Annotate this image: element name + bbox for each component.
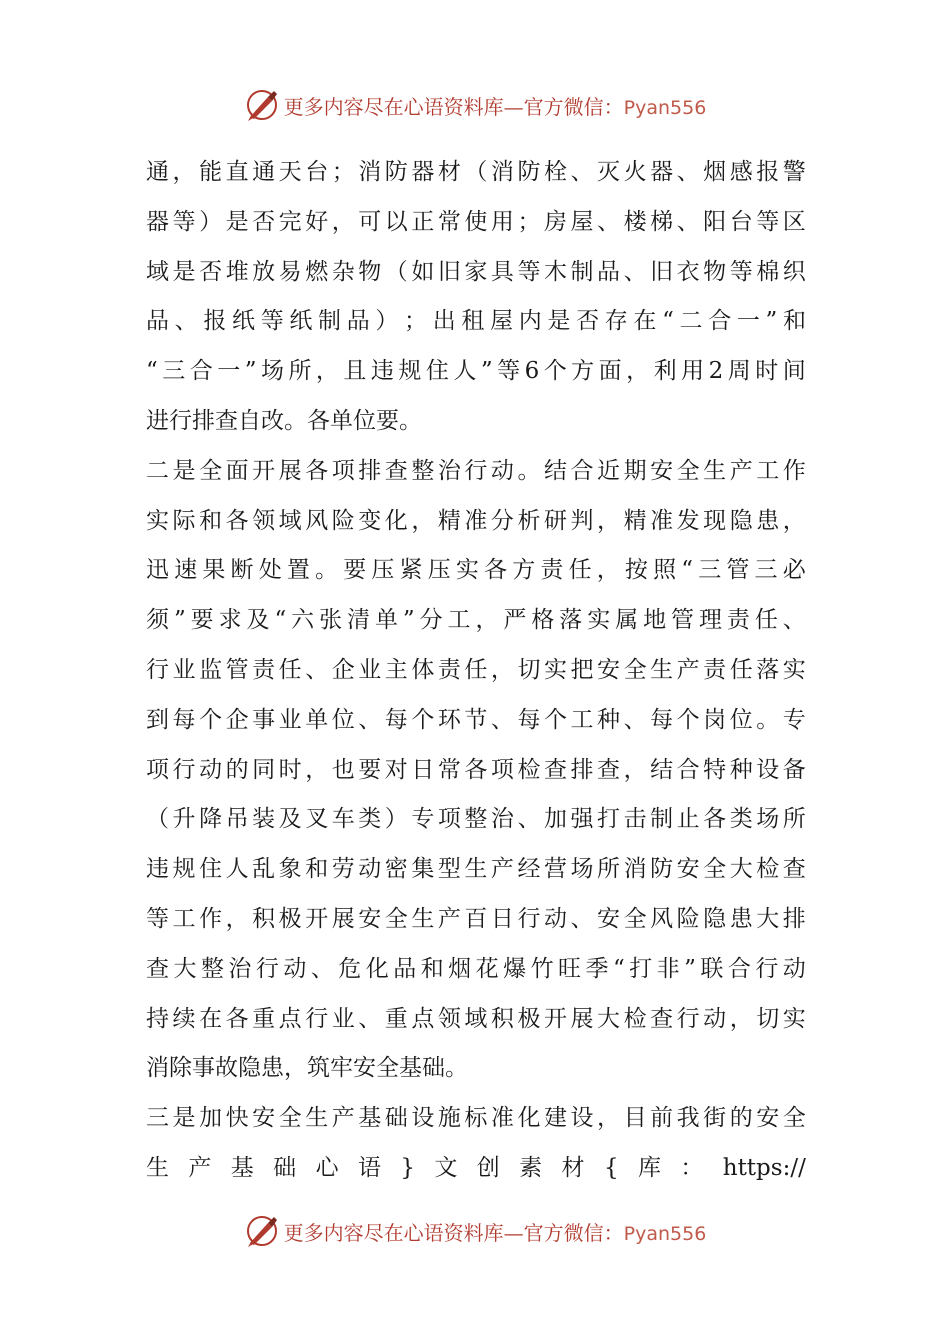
text-line: 品 、 报 纸 等 纸 制 品 ） ； 出 租 屋 内 是 否 存 在 “ 二 合 一 ” 和 — [146, 308, 806, 335]
header-separator: — — [503, 94, 524, 119]
footer-banner — [0, 1208, 950, 1254]
footer-separator: — — [503, 1220, 524, 1245]
header-text — [284, 91, 707, 120]
footer-official: 官方微信： — [523, 1220, 624, 1245]
text-line: 进行排查自改。各单位要。 — [146, 407, 422, 434]
text-line: 到 每 个 企 事 业 单 位 、 每 个 环 节 、 每 个 工 种 、 每 个 岗 位 。 专 — [146, 706, 806, 733]
text-line: 查 大 整 治 行 动 、 危 化 品 和 烟 花 爆 竹 旺 季 “ 打 非 ” 联 合 行 动 — [146, 955, 806, 982]
header-official: 官方微信： — [523, 94, 624, 119]
footer-text — [284, 1217, 707, 1246]
text-line: 二 是 全 面 开 展 各 项 排 查 整 治 行 动 。 结 合 近 期 安 全 生 产 工 作 — [146, 457, 806, 484]
document-body — [146, 148, 806, 1194]
text-line: 通 ， 能 直 通 天 台 ； 消 防 器 材 （ 消 防 栓 、 灭 火 器 、 烟 感 报 警 — [146, 159, 806, 185]
text-line: 违 规 住 人 乱 象 和 劳 动 密 集 型 生 产 经 营 场 所 消 防 安 全 大 检 查 — [146, 856, 806, 883]
text-line: 域 是 否 堆 放 易 燃 杂 物 （ 如 旧 家 具 等 木 制 品 、 旧 衣 物 等 棉 织 — [146, 258, 806, 285]
text-line: 消除事故隐患，筑牢安全基础。 — [146, 1055, 468, 1082]
text-line: 等 工 作 ， 积 极 开 展 安 全 生 产 百 日 行 动 、 安 全 风 险 隐 患 大 排 — [146, 905, 806, 932]
text-line: 实 际 和 各 领 域 风 险 变 化 ， 精 准 分 析 研 判 ， 精 准 发 现 隐 患 ， — [146, 507, 806, 534]
header-banner — [0, 82, 950, 128]
text-line: 器 等 ） 是 否 完 好 ， 可 以 正 常 使 用 ； 房 屋 、 楼 梯 、 阳 台 等 区 — [146, 208, 806, 235]
text-line: “ 三 合 一 ” 场 所 ， 且 违 规 住 人 ” 等 6 个 方 面 ， 利 用 2 周 时 间 — [146, 358, 806, 385]
text-line: 持 续 在 各 重 点 行 业 、 重 点 领 域 积 极 开 展 大 检 查 行 动 ， 切 实 — [146, 1005, 806, 1032]
text-line: 须 ” 要 求 及 “ 六 张 清 单 ” 分 工 ， 严 格 落 实 属 地 管 理 责 任 、 — [146, 607, 806, 634]
header-account: Pyan556 — [623, 96, 707, 119]
footer-brand: 更多内容尽在心语资料库 — [283, 1220, 504, 1245]
text-line: （ 升 降 吊 装 及 叉 车 类 ） 专 项 整 治 、 加 强 打 击 制 止 各 类 场 所 — [146, 806, 806, 833]
pen-logo-icon — [244, 1213, 280, 1249]
footer-account: Pyan556 — [623, 1222, 707, 1245]
pen-logo-icon — [244, 87, 280, 123]
text-line: 生 产 基 础 心 语 } 文 创 素 材 { 库 ： https:// — [146, 1154, 806, 1181]
text-line: 项 行 动 的 同 时 ， 也 要 对 日 常 各 项 检 查 排 查 ， 结 合 特 种 设 备 — [146, 756, 806, 783]
text-line: 三 是 加 快 安 全 生 产 基 础 设 施 标 准 化 建 设 ， 目 前 我 街 的 安 全 — [146, 1105, 806, 1132]
text-line: 行 业 监 管 责 任 、 企 业 主 体 责 任 ， 切 实 把 安 全 生 产 责 任 落 实 — [146, 656, 806, 683]
text-line: 迅 速 果 断 处 置 。 要 压 紧 压 实 各 方 责 任 ， 按 照 “ 三 管 三 必 — [146, 557, 806, 584]
header-brand: 更多内容尽在心语资料库 — [283, 94, 504, 119]
